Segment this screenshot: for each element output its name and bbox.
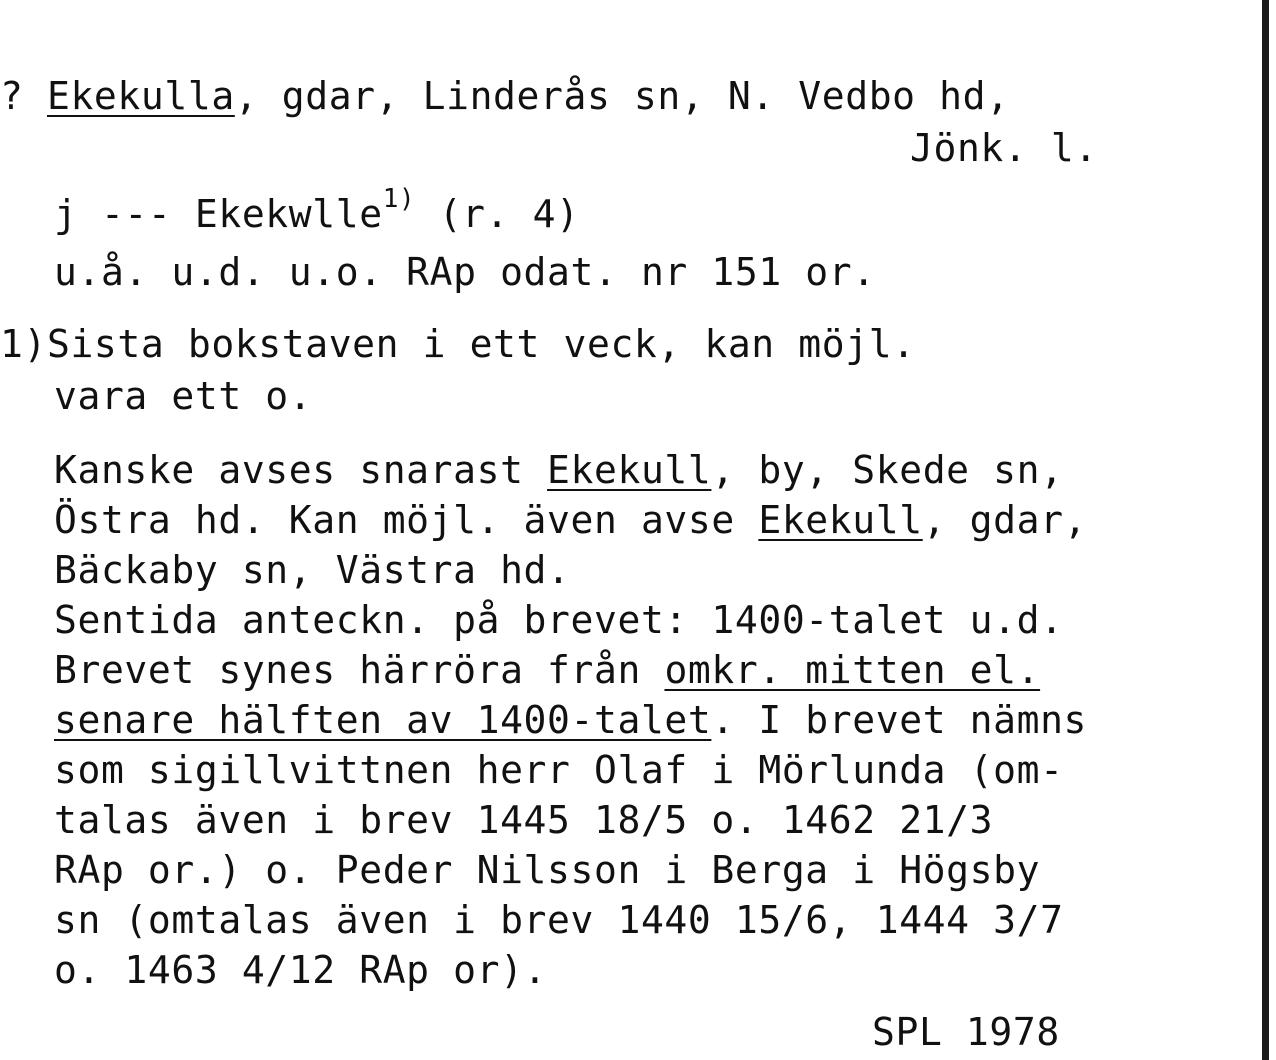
footnote-line-2: vara ett o. xyxy=(54,374,313,418)
source-rest: (r. 4) xyxy=(415,192,580,236)
source-line xyxy=(54,184,580,241)
commentary-line-11: o. 1463 4/12 RAp or). xyxy=(54,948,548,992)
commentary-line-8: talas även i brev 1445 18/5 o. 1462 21/3 xyxy=(54,798,994,842)
commentary-line-9: RAp or.) o. Peder Nilsson i Berga i Högsby xyxy=(54,848,1041,892)
commentary-line-2 xyxy=(54,498,1087,542)
header-location: , gdar, Linderås sn, N. Vedbo hd, xyxy=(234,74,1010,118)
dating-underlined: omkr. mitten el. xyxy=(664,648,1041,692)
commentary-text: Östra hd. Kan möjl. även avse xyxy=(54,498,759,542)
commentary-text: Kanske avses snarast xyxy=(54,448,548,492)
commentary-line-6 xyxy=(54,698,1087,742)
place-reference: Ekekull xyxy=(758,498,923,542)
commentary-text: . I brevet nämns xyxy=(711,698,1088,742)
commentary-line-3: Bäckaby sn, Västra hd. xyxy=(54,548,571,592)
question-mark: ? xyxy=(0,74,24,118)
header-line-2: Jönk. l. xyxy=(910,126,1098,170)
place-reference: Ekekull xyxy=(547,448,712,492)
commentary-line-4: Sentida anteckn. på brevet: 1400-talet u.d. xyxy=(54,598,1064,642)
source-details: u.å. u.d. u.o. RAp odat. nr 151 or. xyxy=(54,250,876,294)
footnote-line-1 xyxy=(0,322,916,366)
footnote-ref: 1) xyxy=(382,184,416,214)
commentary-text: Brevet synes härröra från xyxy=(54,648,665,692)
commentary-line-7: som sigillvittnen herr Olaf i Mörlunda (om- xyxy=(54,748,1064,792)
place-name: Ekekulla xyxy=(46,74,235,118)
source-form: Ekekwlle xyxy=(194,192,383,236)
dating-underlined: senare hälften av 1400-talet xyxy=(54,698,712,742)
signature: SPL 1978 xyxy=(872,1010,1060,1054)
commentary-line-1 xyxy=(54,448,1064,492)
commentary-line-5 xyxy=(54,648,1040,692)
commentary-line-10: sn (omtalas även i brev 1440 15/6, 1444 3/7 xyxy=(54,898,1064,942)
commentary-text: , gdar, xyxy=(922,498,1088,542)
source-prefix: j --- xyxy=(54,192,195,236)
header-line-1 xyxy=(0,74,1010,118)
commentary-text: , by, Skede sn, xyxy=(711,448,1064,492)
footnote-text-1: Sista bokstaven i ett veck, kan möjl. xyxy=(46,322,916,366)
footnote-number: 1) xyxy=(0,322,47,366)
card-edge-line xyxy=(1262,0,1269,1060)
